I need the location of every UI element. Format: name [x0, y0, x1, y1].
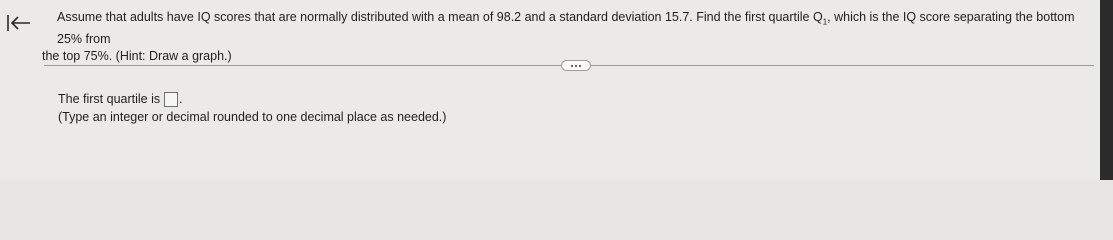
answer-instruction: (Type an integer or decimal rounded to one decimal place as needed.): [58, 110, 447, 124]
answer-line: [58, 91, 183, 108]
question-text-line2: the top 75%. (Hint: Draw a graph.): [42, 48, 232, 63]
question-text-part2: , which is the IQ score separating the bottom 25% from: [57, 10, 1075, 46]
more-dots-icon: [571, 65, 573, 67]
answer-suffix: .: [179, 92, 183, 106]
more-options-button[interactable]: [561, 60, 591, 71]
back-to-start-icon[interactable]: [6, 12, 34, 34]
question-text: [42, 9, 1097, 65]
answer-prefix: The first quartile is: [58, 92, 161, 106]
question-text-part1: Assume that adults have IQ scores that are normally distributed with a mean of 98.2 and a standard deviation 15.7. Find the first quartile Q: [57, 10, 823, 24]
window-edge: [1100, 0, 1113, 180]
answer-input-box[interactable]: [164, 92, 178, 107]
quartile-subscript: 1: [822, 17, 828, 27]
